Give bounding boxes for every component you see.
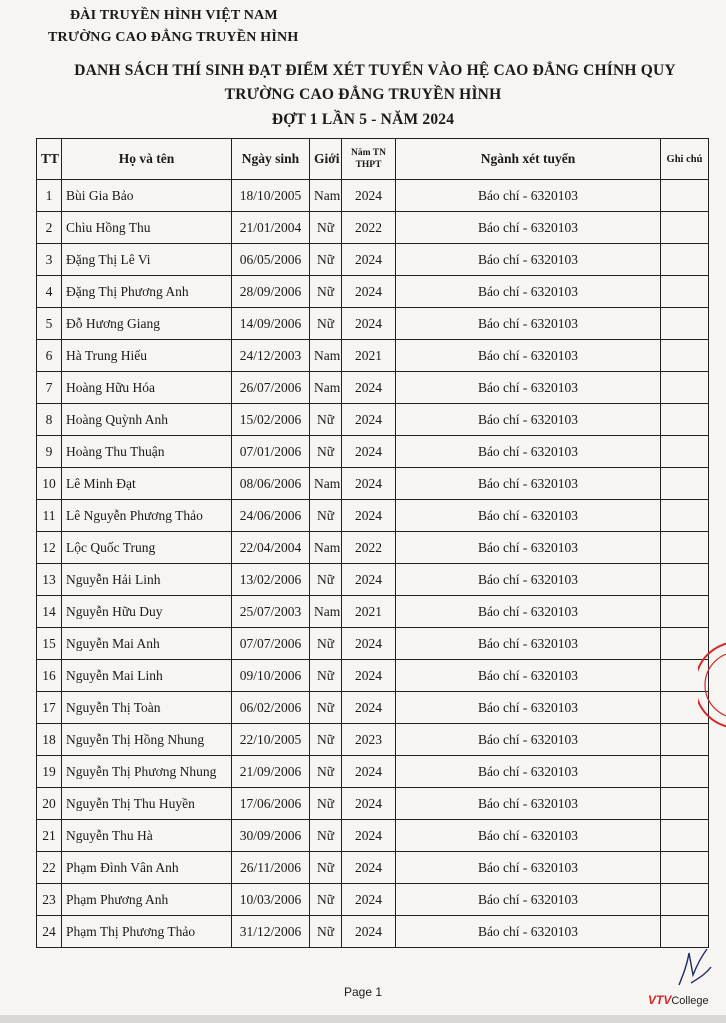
cell-note <box>661 212 709 244</box>
cell-tt: 12 <box>37 532 62 564</box>
cell-dob: 18/10/2005 <box>232 180 310 212</box>
cell-tt: 17 <box>37 692 62 724</box>
cell-tt: 14 <box>37 596 62 628</box>
cell-note <box>661 180 709 212</box>
cell-name: Hoàng Hữu Hóa <box>62 372 232 404</box>
cell-year: 2024 <box>342 628 396 660</box>
cell-major: Báo chí - 6320103 <box>396 852 661 884</box>
title-line-3: ĐỢT 1 LẦN 5 - NĂM 2024 <box>271 111 455 128</box>
cell-major: Báo chí - 6320103 <box>396 500 661 532</box>
cell-major: Báo chí - 6320103 <box>396 180 661 212</box>
cell-note <box>661 596 709 628</box>
table-header-row <box>37 139 709 180</box>
cell-dob: 07/01/2006 <box>232 436 310 468</box>
cell-dob: 21/09/2006 <box>232 756 310 788</box>
cell-gender: Nam <box>310 372 342 404</box>
cell-name: Nguyễn Hải Linh <box>62 564 232 596</box>
cell-name: Đặng Thị Lê Vi <box>62 244 232 276</box>
cell-major: Báo chí - 6320103 <box>396 532 661 564</box>
cell-tt: 23 <box>37 884 62 916</box>
cell-gender: Nữ <box>310 660 342 692</box>
cell-major: Báo chí - 6320103 <box>396 340 661 372</box>
table-row <box>37 404 709 436</box>
cell-gender: Nam <box>310 180 342 212</box>
cell-year: 2024 <box>342 884 396 916</box>
table-row <box>37 596 709 628</box>
cell-gender: Nam <box>310 340 342 372</box>
col-header-year-line2: THPT <box>355 160 382 170</box>
cell-dob: 30/09/2006 <box>232 820 310 852</box>
title-line-2: TRƯỜNG CAO ĐẲNG TRUYỀN HÌNH <box>224 86 502 103</box>
cell-name: Hoàng Thu Thuận <box>62 436 232 468</box>
table-row <box>37 244 709 276</box>
cell-gender: Nữ <box>310 500 342 532</box>
cell-tt: 8 <box>37 404 62 436</box>
table-row <box>37 628 709 660</box>
col-header-major: Ngành xét tuyển <box>396 139 661 180</box>
table-row <box>37 340 709 372</box>
cell-dob: 26/11/2006 <box>232 852 310 884</box>
cell-gender: Nam <box>310 532 342 564</box>
cell-dob: 24/06/2006 <box>232 500 310 532</box>
org-line-1: ĐÀI TRUYỀN HÌNH VIỆT NAM <box>70 8 278 23</box>
cell-major: Báo chí - 6320103 <box>396 564 661 596</box>
table-row <box>37 276 709 308</box>
cell-tt: 19 <box>37 756 62 788</box>
cell-major: Báo chí - 6320103 <box>396 820 661 852</box>
cell-major: Báo chí - 6320103 <box>396 724 661 756</box>
col-header-gender: Giới <box>310 139 342 180</box>
cell-tt: 24 <box>37 916 62 948</box>
cell-major: Báo chí - 6320103 <box>396 308 661 340</box>
cell-major: Báo chí - 6320103 <box>396 436 661 468</box>
cell-year: 2024 <box>342 468 396 500</box>
cell-year: 2024 <box>342 180 396 212</box>
cell-tt: 11 <box>37 500 62 532</box>
cell-note <box>661 340 709 372</box>
cell-tt: 22 <box>37 852 62 884</box>
cell-name: Nguyễn Mai Linh <box>62 660 232 692</box>
cell-name: Nguyễn Thị Toàn <box>62 692 232 724</box>
cell-name: Lê Minh Đạt <box>62 468 232 500</box>
table-row <box>37 308 709 340</box>
cell-tt: 2 <box>37 212 62 244</box>
cell-name: Phạm Đình Vân Anh <box>62 852 232 884</box>
cell-major: Báo chí - 6320103 <box>396 692 661 724</box>
cell-name: Nguyễn Thị Thu Huyền <box>62 788 232 820</box>
cell-gender: Nữ <box>310 916 342 948</box>
cell-major: Báo chí - 6320103 <box>396 788 661 820</box>
cell-gender: Nữ <box>310 628 342 660</box>
cell-dob: 06/02/2006 <box>232 692 310 724</box>
cell-note <box>661 916 709 948</box>
cell-tt: 20 <box>37 788 62 820</box>
cell-gender: Nữ <box>310 724 342 756</box>
cell-tt: 21 <box>37 820 62 852</box>
cell-dob: 21/01/2004 <box>232 212 310 244</box>
table-row <box>37 724 709 756</box>
cell-year: 2024 <box>342 244 396 276</box>
cell-dob: 06/05/2006 <box>232 244 310 276</box>
cell-year: 2024 <box>342 500 396 532</box>
cell-major: Báo chí - 6320103 <box>396 244 661 276</box>
cell-tt: 15 <box>37 628 62 660</box>
cell-year: 2024 <box>342 660 396 692</box>
cell-dob: 07/07/2006 <box>232 628 310 660</box>
cell-note <box>661 276 709 308</box>
cell-name: Hà Trung Hiếu <box>62 340 232 372</box>
cell-gender: Nữ <box>310 436 342 468</box>
cell-dob: 09/10/2006 <box>232 660 310 692</box>
col-header-year-line1: Năm TN <box>351 148 386 158</box>
cell-major: Báo chí - 6320103 <box>396 756 661 788</box>
cell-year: 2024 <box>342 852 396 884</box>
cell-gender: Nữ <box>310 244 342 276</box>
cell-name: Đỗ Hương Giang <box>62 308 232 340</box>
cell-note <box>661 564 709 596</box>
cell-year: 2024 <box>342 820 396 852</box>
cell-gender: Nữ <box>310 788 342 820</box>
cell-name: Lê Nguyễn Phương Thảo <box>62 500 232 532</box>
cell-note <box>661 372 709 404</box>
cell-note <box>661 244 709 276</box>
cell-note <box>661 820 709 852</box>
cell-gender: Nữ <box>310 564 342 596</box>
cell-name: Hoàng Quỳnh Anh <box>62 404 232 436</box>
cell-year: 2022 <box>342 532 396 564</box>
cell-dob: 10/03/2006 <box>232 884 310 916</box>
cell-tt: 1 <box>37 180 62 212</box>
cell-dob: 31/12/2006 <box>232 916 310 948</box>
cell-name: Nguyễn Thị Hồng Nhung <box>62 724 232 756</box>
cell-dob: 08/06/2006 <box>232 468 310 500</box>
cell-dob: 17/06/2006 <box>232 788 310 820</box>
cell-note <box>661 884 709 916</box>
cell-year: 2024 <box>342 276 396 308</box>
cell-name: Nguyễn Mai Anh <box>62 628 232 660</box>
cell-gender: Nữ <box>310 212 342 244</box>
table-row <box>37 788 709 820</box>
cell-major: Báo chí - 6320103 <box>396 596 661 628</box>
cell-note <box>661 436 709 468</box>
cell-gender: Nữ <box>310 308 342 340</box>
cell-year: 2023 <box>342 724 396 756</box>
cell-tt: 6 <box>37 340 62 372</box>
table-row <box>37 916 709 948</box>
cell-tt: 9 <box>37 436 62 468</box>
candidate-table <box>36 138 709 948</box>
logo-vtv-text: VTV <box>648 993 672 1007</box>
cell-year: 2024 <box>342 692 396 724</box>
cell-tt: 5 <box>37 308 62 340</box>
cell-gender: Nữ <box>310 276 342 308</box>
cell-name: Lộc Quốc Trung <box>62 532 232 564</box>
cell-dob: 15/02/2006 <box>232 404 310 436</box>
cell-note <box>661 532 709 564</box>
signature-graphic <box>675 945 715 990</box>
cell-year: 2024 <box>342 436 396 468</box>
cell-gender: Nam <box>310 468 342 500</box>
cell-gender: Nữ <box>310 884 342 916</box>
cell-major: Báo chí - 6320103 <box>396 212 661 244</box>
cell-year: 2021 <box>342 340 396 372</box>
cell-year: 2024 <box>342 372 396 404</box>
cell-dob: 25/07/2003 <box>232 596 310 628</box>
cell-gender: Nam <box>310 596 342 628</box>
table-row <box>37 564 709 596</box>
col-header-dob: Ngày sinh <box>232 139 310 180</box>
cell-year: 2024 <box>342 756 396 788</box>
cell-major: Báo chí - 6320103 <box>396 628 661 660</box>
cell-year: 2022 <box>342 212 396 244</box>
cell-dob: 14/09/2006 <box>232 308 310 340</box>
cell-note <box>661 788 709 820</box>
table-row <box>37 436 709 468</box>
cell-name: Nguyễn Thu Hà <box>62 820 232 852</box>
cell-note <box>661 756 709 788</box>
cell-gender: Nữ <box>310 692 342 724</box>
table-row <box>37 756 709 788</box>
table-row <box>37 212 709 244</box>
cell-major: Báo chí - 6320103 <box>396 276 661 308</box>
table-row <box>37 820 709 852</box>
cell-major: Báo chí - 6320103 <box>396 404 661 436</box>
cell-dob: 22/10/2005 <box>232 724 310 756</box>
table-row <box>37 532 709 564</box>
cell-note <box>661 852 709 884</box>
cell-tt: 18 <box>37 724 62 756</box>
cell-major: Báo chí - 6320103 <box>396 916 661 948</box>
cell-name: Nguyễn Hữu Duy <box>62 596 232 628</box>
cell-tt: 3 <box>37 244 62 276</box>
cell-tt: 4 <box>37 276 62 308</box>
cell-name: Phạm Thị Phương Thảo <box>62 916 232 948</box>
table-row <box>37 852 709 884</box>
table-row <box>37 884 709 916</box>
cell-year: 2021 <box>342 596 396 628</box>
vtv-college-logo <box>648 993 709 1007</box>
table-row <box>37 180 709 212</box>
cell-dob: 22/04/2004 <box>232 532 310 564</box>
table-row <box>37 500 709 532</box>
title-line-1: DANH SÁCH THÍ SINH ĐẠT ĐIỂM XÉT TUYỂN VÀO HỆ CAO ĐẲNG CHÍNH QUY <box>74 62 676 79</box>
cell-major: Báo chí - 6320103 <box>396 660 661 692</box>
cell-name: Phạm Phương Anh <box>62 884 232 916</box>
cell-note <box>661 308 709 340</box>
cell-gender: Nữ <box>310 820 342 852</box>
col-header-name: Họ và tên <box>62 139 232 180</box>
cell-name: Đặng Thị Phương Anh <box>62 276 232 308</box>
table-row <box>37 372 709 404</box>
cell-name: Bùi Gia Bảo <box>62 180 232 212</box>
stamp-graphic <box>698 640 726 730</box>
cell-note <box>661 468 709 500</box>
org-line-2: TRƯỜNG CAO ĐẲNG TRUYỀN HÌNH <box>48 30 299 45</box>
cell-tt: 10 <box>37 468 62 500</box>
cell-year: 2024 <box>342 788 396 820</box>
cell-note <box>661 404 709 436</box>
cell-tt: 16 <box>37 660 62 692</box>
table-row <box>37 660 709 692</box>
cell-gender: Nữ <box>310 852 342 884</box>
logo-college-text: College <box>671 995 709 1007</box>
cell-dob: 24/12/2003 <box>232 340 310 372</box>
cell-major: Báo chí - 6320103 <box>396 468 661 500</box>
cell-name: Nguyễn Thị Phương Nhung <box>62 756 232 788</box>
col-header-note: Ghi chú <box>661 139 709 180</box>
cell-tt: 13 <box>37 564 62 596</box>
col-header-tt: TT <box>37 139 62 180</box>
cell-dob: 28/09/2006 <box>232 276 310 308</box>
cell-gender: Nữ <box>310 404 342 436</box>
cell-year: 2024 <box>342 564 396 596</box>
cell-tt: 7 <box>37 372 62 404</box>
cell-year: 2024 <box>342 404 396 436</box>
table-row <box>37 692 709 724</box>
cell-name: Chìu Hồng Thu <box>62 212 232 244</box>
cell-year: 2024 <box>342 308 396 340</box>
cell-dob: 26/07/2006 <box>232 372 310 404</box>
cell-gender: Nữ <box>310 756 342 788</box>
table-row <box>37 468 709 500</box>
cell-note <box>661 500 709 532</box>
bottom-strip <box>0 1015 726 1023</box>
cell-major: Báo chí - 6320103 <box>396 372 661 404</box>
col-header-year <box>342 139 396 180</box>
cell-year: 2024 <box>342 916 396 948</box>
page-number: Page 1 <box>343 985 383 999</box>
cell-dob: 13/02/2006 <box>232 564 310 596</box>
cell-major: Báo chí - 6320103 <box>396 884 661 916</box>
